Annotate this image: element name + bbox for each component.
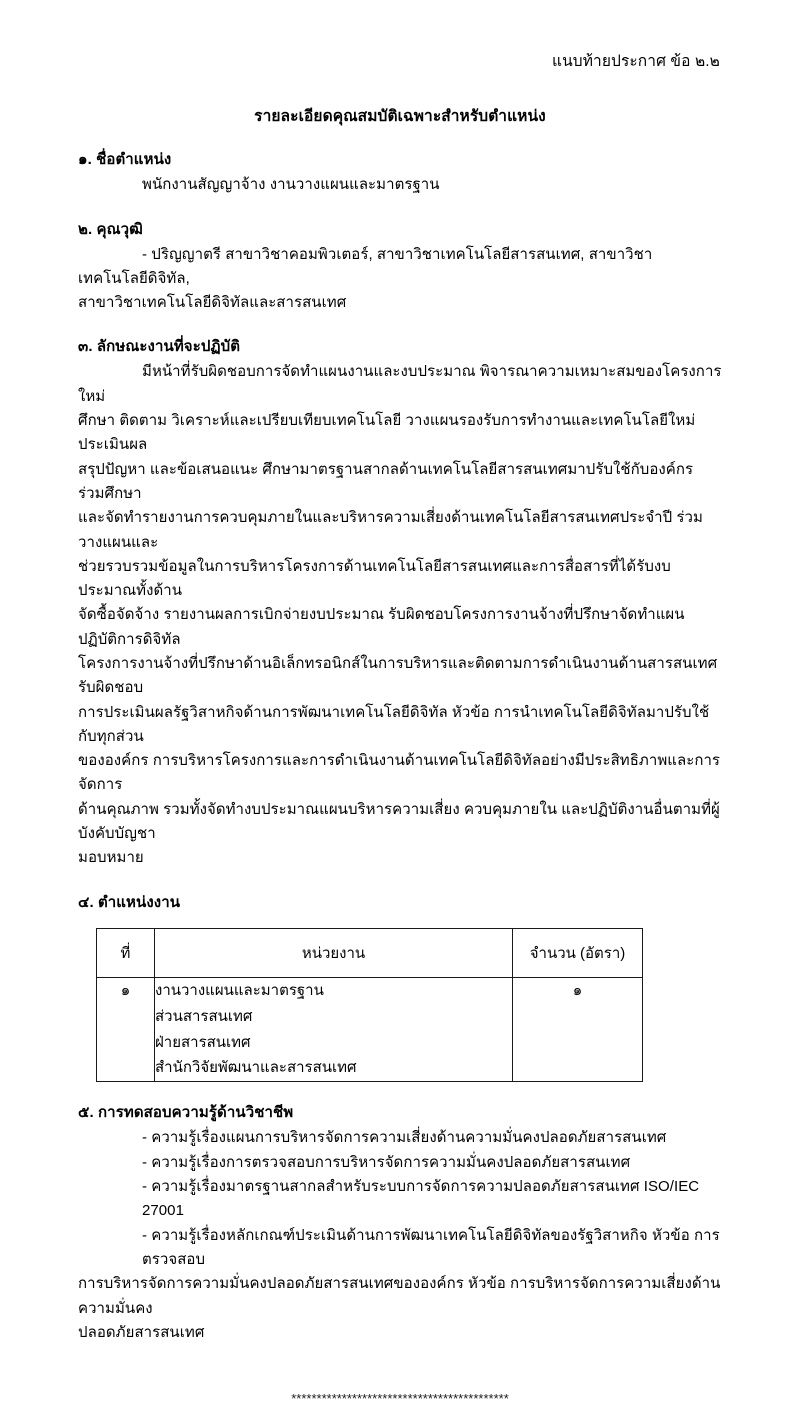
cell-unit (155, 977, 513, 1082)
section-2-heading: ๒. คุณวุฒิ (78, 220, 143, 238)
job-description-line: และจัดทำรายงานการควบคุมภายในและบริหารความเสี่ยงด้านเทคโนโลยีสารสนเทศประจำปี ร่วมวางแผนและ (78, 509, 703, 551)
section-1-value: พนักงานสัญญาจ้าง งานวางแผนและมาตรฐาน (142, 176, 440, 194)
table-header-row (97, 928, 643, 977)
knowledge-bullet: - ความรู้เรื่องการตรวจสอบการบริหารจัดการความมั่นคงปลอดภัยสารสนเทศ (142, 1153, 631, 1171)
job-description-line: การประเมินผลรัฐวิสาหกิจด้านการพัฒนาเทคโนโลยีดิจิทัล หัวข้อ การนำเทคโนโลยีดิจิทัลมาปรับใช้กับทุกส่วน (78, 703, 710, 745)
knowledge-bullet: - ความรู้เรื่องมาตรฐานสากลสำหรับระบบการจัดการความปลอดภัยสารสนเทศ ISO/IEC 27001 (142, 1178, 700, 1220)
qualification-line-1: - ปริญญาตรี สาขาวิชาคอมพิวเตอร์, สาขาวิชาเทคโนโลยีสารสนเทศ, สาขาวิชาเทคโนโลยีดิจิทัล, (78, 245, 653, 287)
section-knowledge-test (78, 1100, 722, 1345)
section-1-heading: ๑. ชื่อตำแหน่ง (78, 151, 172, 169)
section-4-heading: ๔. ตำแหน่งงาน (78, 893, 181, 911)
footer-separator: ******************************************* (291, 1391, 509, 1406)
unit-line: สำนักวิจัยพัฒนาและสารสนเทศ (155, 1059, 357, 1077)
document-title: รายละเอียดคุณสมบัติเฉพาะสำหรับตำแหน่ง (254, 108, 546, 126)
section-job-description (78, 334, 722, 870)
job-description-line: ด้านคุณภาพ รวมทั้งจัดทำงบประมาณแผนบริหารความเสี่ยง ควบคุมภายใน และปฏิบัติงานอื่นตามที่ผู้บังคับบัญชา (78, 800, 720, 843)
section-positions (78, 890, 722, 1083)
job-description-line: ช่วยรวบรวมข้อมูลในการบริหารโครงการด้านเทคโนโลยีสารสนเทศและการสื่อสารที่ได้รับงบประมาณทั้งด้าน (78, 557, 671, 600)
qualification-line-2: สาขาวิชาเทคโนโลยีดิจิทัลและสารสนเทศ (78, 294, 347, 312)
document-header-note: แนบท้ายประกาศ ข้อ ๒.๒ (551, 53, 720, 70)
table-row (97, 977, 643, 1082)
section-3-heading: ๓. ลักษณะงานที่จะปฏิบัติ (78, 338, 241, 356)
knowledge-bullet: - ความรู้เรื่องแผนการบริหารจัดการความเสี่ยงด้านความมั่นคงปลอดภัยสารสนเทศ (142, 1129, 667, 1147)
job-description-line: มีหน้าที่รับผิดชอบการจัดทำแผนงานและงบประมาณ พิจารณาความเหมาะสมของโครงการใหม่ (78, 363, 722, 405)
cell-row-number: ๑ (97, 977, 155, 1082)
table-header-qty: จำนวน (อัตรา) (513, 928, 643, 977)
unit-line: ฝ่ายสารสนเทศ (155, 1033, 251, 1051)
unit-line: ส่วนสารสนเทศ (155, 1007, 253, 1025)
knowledge-bullet: - ความรู้เรื่องหลักเกณฑ์ประเมินด้านการพัฒนาเทคโนโลยีดิจิทัลของรัฐวิสาหกิจ หัวข้อ การตรวจสอบ (142, 1226, 720, 1268)
section-qualification (78, 217, 722, 316)
cell-quantity: ๑ (513, 977, 643, 1082)
job-description-line: ขององค์กร การบริหารโครงการและการดำเนินงานด้านเทคโนโลยีดิจิทัลอย่างมีประสิทธิภาพและการจัดการ (78, 752, 721, 794)
table-header-unit: หน่วยงาน (155, 928, 513, 977)
knowledge-continuation-line: ปลอดภัยสารสนเทศ (78, 1323, 205, 1341)
job-description-line: จัดซื้อจัดจ้าง รายงานผลการเบิกจ่ายงบประมาณ รับผิดชอบโครงการงานจ้างที่ปรึกษาจัดทำแผนปฏิบัติการดิจิทัล (78, 606, 685, 648)
job-description-line: มอบหมาย (78, 849, 144, 867)
section-5-heading: ๕. การทดสอบความรู้ด้านวิชาชีพ (78, 1104, 294, 1122)
job-description-line: โครงการงานจ้างที่ปรึกษาด้านอิเล็กทรอนิกส์ในการบริหารและติดตามการดำเนินงานด้านสารสนเทศ รับผิดชอบ (78, 655, 718, 697)
section-position-name (78, 147, 722, 197)
table-header-no: ที่ (97, 928, 155, 977)
positions-table (96, 928, 643, 1083)
job-description-line: ศึกษา ติดตาม วิเคราะห์และเปรียบเทียบเทคโนโลยี วางแผนรองรับการทำงานและเทคโนโลยีใหม่ ประเมินผล (78, 412, 696, 454)
unit-line: งานวางแผนและมาตรฐาน (155, 981, 324, 999)
job-description-line: สรุปปัญหา และข้อเสนอแนะ ศึกษามาตรฐานสากลด้านเทคโนโลยีสารสนเทศมาปรับใช้กับองค์กร ร่วมศึกษา (78, 460, 694, 502)
knowledge-continuation-line: การบริหารจัดการความมั่นคงปลอดภัยสารสนเทศขององค์กร หัวข้อ การบริหารจัดการความเสี่ยงด้านความมั่นคง (78, 1275, 721, 1317)
